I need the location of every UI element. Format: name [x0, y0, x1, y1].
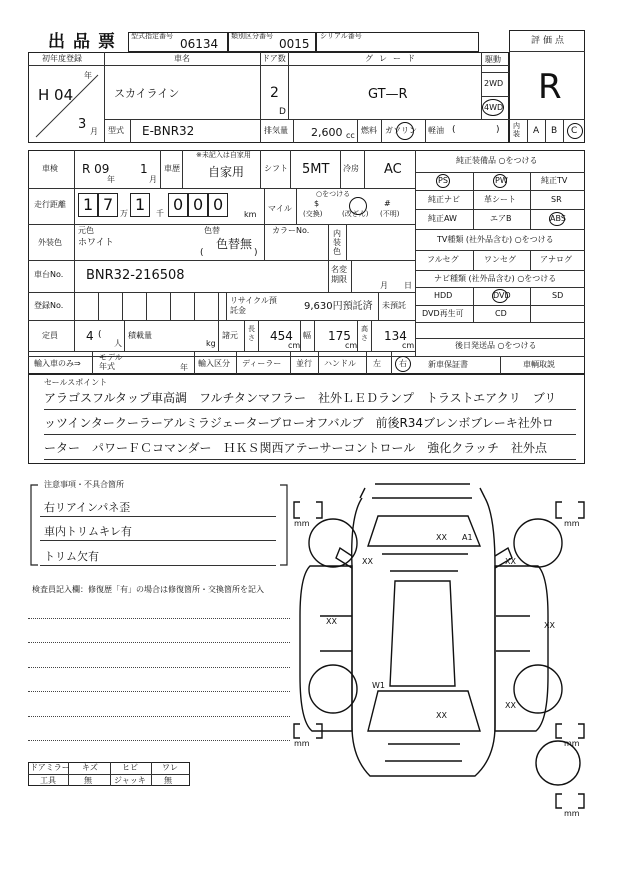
interior-color-label: 内装色 — [333, 229, 341, 256]
damage-mark: XX — [326, 617, 337, 626]
color-value: ホワイト — [78, 238, 114, 248]
mm-label: mm — [564, 809, 580, 816]
options-title: 純正装備品 ○をつける — [456, 156, 538, 165]
opt-leather: 革シート — [484, 195, 516, 204]
mileage-digit: 0 — [193, 195, 204, 214]
capacity-unit: 人 — [114, 339, 122, 348]
opt-abs: ABS — [550, 214, 566, 223]
opt-aw: 純正AW — [428, 214, 457, 223]
handle-right: 右 — [399, 359, 407, 368]
color-label: 外装色 — [38, 238, 62, 247]
damage-mark: XX — [436, 533, 447, 542]
import-parallel: 並行 — [296, 359, 312, 368]
mileage-digit: 0 — [173, 195, 184, 214]
opt-pw: PW — [495, 176, 508, 185]
shaken-value: R 09 — [82, 162, 110, 176]
tv-title: TV種類 (社外品含む) ○をつける — [437, 235, 554, 244]
month-unit: 月 — [90, 127, 98, 136]
damage-mark: XX — [505, 701, 516, 710]
drive-2wd: 2WD — [484, 79, 504, 88]
model-year-label: モデル年式 — [99, 353, 123, 371]
acc-header: ドアミラー — [30, 763, 70, 772]
capacity-label: 定員 — [42, 331, 58, 340]
opt-tv: 純正TV — [541, 176, 568, 185]
note-item: 右リアインパネ歪 — [44, 501, 131, 514]
mileage-label: 走行距離 — [34, 200, 66, 209]
recycle-value: 9,630円預託済 — [304, 301, 373, 312]
model-value: E-BNR32 — [142, 124, 195, 138]
shaken-label: 車検 — [42, 164, 58, 173]
cd-label: CD — [495, 309, 507, 318]
color-no-label: カラーNo. — [272, 226, 310, 235]
height-value: 134 — [384, 329, 407, 343]
fuel-label: 燃料 — [361, 126, 377, 135]
serial-label: シリアル番号 — [320, 32, 362, 40]
mm-label: mm — [294, 739, 310, 748]
fuel-gasoline: ガソリン — [385, 126, 417, 135]
doors-value: 2 — [270, 85, 279, 101]
acc-value: 工具 — [40, 776, 56, 785]
opt-pw-circle — [493, 174, 507, 188]
history-label: 車歴 — [164, 164, 180, 173]
nc-month: 月 — [380, 281, 388, 290]
length-value: 454 — [270, 329, 293, 343]
grade-value: GT—R — [368, 87, 408, 102]
opt-airbag: エアB — [490, 214, 512, 223]
handle-right-circle — [395, 356, 411, 372]
damage-mark: XX — [362, 557, 373, 566]
first-reg-month: 3 — [78, 117, 87, 132]
man-unit: 万 — [120, 209, 128, 218]
displacement-label: 排気量 — [264, 126, 288, 135]
tv-fullseg: フルセグ — [427, 255, 459, 264]
shaken-month: 1 — [140, 162, 148, 176]
sales-line: ッツインタークーラーアルミラジェーターブローオフバルブ 前後R34ブレンボブレーキ社外ロ — [44, 416, 554, 430]
navi-dvd-circle — [492, 289, 508, 303]
sales-line: ーター パワーＦＣコマンダー ＨＫＳ関西アテーサーコントロール 強化クラッチ 社外点 — [44, 441, 548, 455]
score-value: R — [538, 67, 562, 107]
mile-opt-exchange-label: (交換) — [303, 210, 323, 218]
shift-label: シフト — [264, 164, 288, 173]
kg-unit: kg — [206, 339, 216, 348]
chassis-label: 車台No. — [34, 270, 64, 279]
import-label: 輸入車のみ⇒ — [34, 359, 81, 368]
interior-c: C — [571, 126, 578, 136]
navi-sd: SD — [552, 291, 564, 300]
fuel-diesel: 軽油 — [428, 126, 444, 135]
year-unit: 年 — [84, 71, 92, 80]
damage-mark: A1 — [462, 533, 473, 542]
docs-title: 後日発送品 ○をつける — [455, 341, 537, 350]
dims-label: 諸元 — [222, 331, 238, 340]
mile-opt-unknown: # — [384, 199, 391, 208]
mm-label: mm — [564, 519, 580, 528]
mm-label: mm — [564, 739, 580, 748]
navi-dvd: DVD — [493, 291, 511, 300]
opt-ps-circle — [436, 174, 450, 188]
acc-value: 無 — [84, 776, 92, 785]
acc-header: ヒビ — [122, 763, 138, 772]
opt-navi: 純正ナビ — [428, 195, 460, 204]
damage-mark: XX — [505, 557, 516, 566]
handle-left: 左 — [373, 359, 381, 368]
opt-ps: PS — [438, 176, 448, 185]
sales-label: セールスポイント — [44, 378, 108, 387]
interior-c-circle — [567, 123, 583, 139]
width-value: 175 — [328, 329, 351, 343]
sales-line: アラゴスフルタップ車高調 フルチタンマフラー 社外ＬＥＤランプ トラストエアクリ ブリ — [44, 391, 557, 405]
doors-label: ドア数 — [262, 54, 286, 63]
mile-circle-note: ○をつける — [316, 190, 351, 198]
opt-abs-circle — [549, 212, 565, 226]
mm-label: mm — [294, 519, 310, 528]
tv-analog: アナログ — [540, 255, 572, 264]
fuel-gas-circle — [396, 122, 414, 140]
damage-mark: XX — [436, 711, 447, 720]
form-no-label: 型式指定番号 — [131, 32, 173, 40]
height-label: 高さ — [361, 325, 368, 342]
mileage-digit: 1 — [83, 195, 94, 214]
class-value: 0015 — [279, 37, 310, 51]
notes-label: 注意事項・不具合箇所 — [44, 480, 124, 489]
inspector-label: 検査員記入欄：修復歴「有」の場合は修復箇所・交換箇所を記入 — [32, 585, 264, 594]
history-value: 自家用 — [208, 165, 245, 179]
acc-header: キズ — [82, 763, 98, 772]
damage-mark: W1 — [372, 681, 385, 690]
dvd-play-label: DVD再生可 — [422, 309, 464, 318]
length-label: 長さ — [248, 325, 255, 342]
displacement-value: 2,600 — [311, 126, 343, 139]
door-type: D — [279, 107, 286, 117]
mileage-digit: 1 — [135, 195, 146, 214]
first-reg-label: 初年度登録 — [42, 54, 82, 63]
mile-opt-unknown-label: (不明) — [380, 210, 400, 218]
km-unit: km — [244, 210, 257, 219]
opt-sr: SR — [551, 195, 562, 204]
form-title: 出品票 — [48, 32, 123, 52]
capacity-value: 4 — [86, 329, 94, 343]
car-diagram — [290, 476, 630, 816]
damage-mark: XX — [544, 621, 555, 630]
recycle-no: 未預託 — [382, 301, 406, 310]
mileage-digit: 0 — [213, 195, 224, 214]
drive-4wd-circle — [482, 99, 504, 116]
tv-oneseg: ワンセグ — [484, 255, 516, 264]
car-name: スカイライン — [114, 87, 180, 100]
docs-warranty: 新車保証書 — [428, 360, 468, 369]
width-label: 幅 — [303, 331, 311, 340]
cm-unit: cm — [345, 341, 358, 350]
nc-day: 日 — [404, 281, 412, 290]
chassis-value: BNR32-216508 — [86, 268, 185, 283]
mile-label: マイル — [268, 204, 292, 213]
cm-unit: cm — [288, 341, 301, 350]
model-label: 型式 — [108, 126, 124, 135]
import-dealer: ディーラー — [242, 359, 282, 368]
sen-unit: 千 — [156, 209, 164, 218]
drive-label: 駆動 — [485, 55, 501, 64]
car-name-label: 車名 — [174, 54, 190, 63]
score-label: 評価点 — [531, 36, 568, 46]
note-item: 車内トリムキレ有 — [44, 525, 132, 538]
shift-value: 5MT — [302, 162, 330, 177]
interior-a: A — [533, 126, 540, 136]
acc-value: ジャッキ — [114, 776, 146, 785]
color-change-value: 色替無 — [216, 237, 253, 251]
docs-manual: 車輌取説 — [523, 360, 555, 369]
history-note: ※未記入は自家用 — [196, 151, 251, 159]
color-orig-label: 元色 — [78, 226, 94, 235]
acc-value: 無 — [164, 776, 172, 785]
mileage-digit: 7 — [103, 195, 114, 214]
recycle-label: リサイクル預託金 — [230, 296, 277, 315]
class-label: 類別区分番号 — [231, 32, 273, 40]
cm-unit: cm — [402, 341, 415, 350]
mile-opt-tamper: (改ざん) — [342, 210, 369, 218]
mile-tamper-circle — [349, 197, 367, 215]
load-label: 積載量 — [128, 331, 152, 340]
navi-title: ナビ種類 (社外品含む) ○をつける — [434, 274, 557, 283]
navi-hdd: HDD — [434, 291, 453, 300]
grade-label: グレード — [365, 54, 421, 63]
interior-label: 内装 — [513, 122, 520, 138]
form-no-value: 06134 — [180, 37, 219, 51]
drive-4wd: 4WD — [484, 103, 504, 112]
cc-unit: cc — [346, 131, 355, 140]
ac-value: AC — [384, 162, 402, 177]
handle-label: ハンドル — [324, 359, 356, 368]
ac-label: 冷房 — [343, 164, 359, 173]
color-change-label: 色替 — [204, 226, 220, 235]
acc-header: ワレ — [162, 763, 178, 772]
interior-b: B — [551, 126, 558, 136]
reg-label: 登録No. — [34, 301, 64, 310]
import-type-label: 輸入区分 — [198, 359, 230, 368]
name-change-label: 名変期限 — [331, 265, 347, 284]
note-item: トリム欠有 — [44, 550, 99, 563]
mile-opt-exchange: $ — [314, 199, 320, 208]
first-reg-year: H 04 — [38, 86, 74, 104]
